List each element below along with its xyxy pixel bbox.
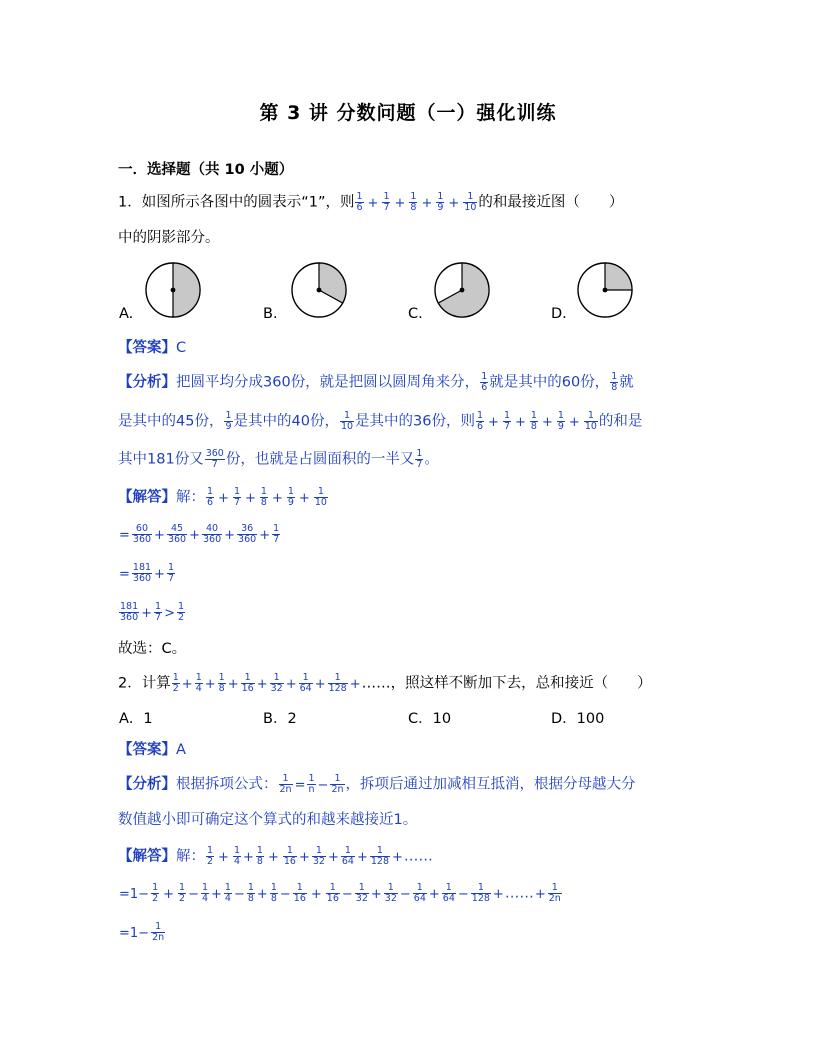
q2-answer: 【答案】A [118, 742, 186, 758]
circle-a [144, 262, 204, 322]
circle-c [433, 262, 493, 322]
q2-option-d[interactable]: D．100 [551, 711, 605, 727]
q2-solution-line3: =1− $\frac{1}{2n}$ [119, 921, 165, 943]
q2-option-b[interactable]: B．2 [263, 711, 297, 727]
q2-solution-line1: 【解答】解： $\frac{1}{2}$ + $\frac{1}{4}$ + $\frac{1}{8}$ + $\frac{1}{16}$ + $\frac{1}{32}$ + $\frac{1}{64}$ + $\frac{1}{128}$ +…… [118, 845, 433, 867]
q1-choose: 故选：C。 [118, 641, 187, 657]
q1-answer: 【答案】C [118, 340, 187, 356]
q2-stem: 2．计算 $\frac{1}{2}$ + $\frac{1}{4}$ + $\frac{1}{8}$ + $\frac{1}{16}$ + $\frac{1}{32}$ + $\frac{1}{64}$ + $\frac{1}{128}$ +……，照这样不断加下去，总和接近（ ） [118, 672, 652, 694]
q1-analysis-line3: 其中181份又 $\frac{360}{7}$ 份，也就是占圆面积的一半又 $\frac{1}{7}$ 。 [118, 448, 439, 470]
circle-b [290, 262, 350, 322]
q2-option-a[interactable]: A．1 [119, 711, 153, 727]
q1-option-a[interactable]: A. [119, 306, 134, 322]
q2-analysis-line2: 数值越小即可确定这个算式的和越来越接近1。 [118, 812, 418, 828]
q2-analysis-line1: 【分析】根据拆项公式： $\frac{1}{2n}$ = $\frac{1}{n}$ − $\frac{1}{2n}$ ，拆项后通过加减相互抵消，根据分母越大分 [118, 773, 636, 795]
q1-analysis-line2: 是其中的45份， $\frac{1}{9}$ 是其中的40份， $\frac{1}{10}$ 是其中的36份，则 $\frac{1}{6}$ + $\frac{1}{7}$ + $\frac{1}{8}$ + $\frac{1}{9}$ + $\frac{1}{10}$ 的和是 [118, 410, 643, 432]
pie-slice-a [173, 263, 200, 317]
q1-option-b[interactable]: B. [263, 306, 278, 322]
q1-stem-line2: 中的阴影部分。 [118, 230, 220, 246]
q1-analysis-line1: 【分析】把圆平均分成360份，就是把圆以圆周角来分， $\frac{1}{6}$ 就是其中的60份， $\frac{1}{8}$ 就 [118, 371, 634, 393]
q1-solution-line2: = $\frac{60}{360}$ + $\frac{45}{360}$ + $\frac{40}{360}$ + $\frac{36}{360}$ + $\frac{1}{7}$ [119, 523, 280, 545]
q2-option-c[interactable]: C．10 [408, 711, 452, 727]
q1-solution-line4: $\frac{181}{360}$ + $\frac{1}{7}$ > $\frac{1}{2}$ [120, 601, 185, 623]
q1-option-d[interactable]: D. [551, 306, 567, 322]
q1-stem-line1: 1．如图所示各图中的圆表示“1”，则 $\frac{1}{6}$ + $\frac{1}{7}$ + $\frac{1}{8}$ + $\frac{1}{9}$ + $\frac{1}{10}$ 的和最接近图（ ） [118, 191, 624, 213]
circle-d [576, 262, 636, 322]
page-title: 第 3 讲 分数问题（一）强化训练 [259, 102, 557, 124]
q1-option-c[interactable]: C. [408, 306, 423, 322]
q2-solution-line2: =1− $\frac{1}{2}$ + $\frac{1}{2}$ − $\frac{1}{4}$ + $\frac{1}{4}$ − $\frac{1}{8}$ + $\frac{1}{8}$ − $\frac{1}{16}$ + $\frac{1}{16}$ − $\frac{1}{32}$ + $\frac{1}{32}$ − $\frac{1}{64}$ + $\frac{1}{64}$ − $\frac{1}{128}$ +……+ $\frac{1}{2n}$ [119, 882, 561, 904]
q1-solution-line1: 【解答】解： $\frac{1}{6}$ + $\frac{1}{7}$ + $\frac{1}{8}$ + $\frac{1}{9}$ + $\frac{1}{10}$ [118, 486, 327, 508]
q1-solution-line3: = $\frac{181}{360}$ + $\frac{1}{7}$ [119, 562, 174, 584]
pie-slice-d [605, 263, 632, 290]
section-heading: 一．选择题（共 10 小题） [118, 162, 294, 178]
